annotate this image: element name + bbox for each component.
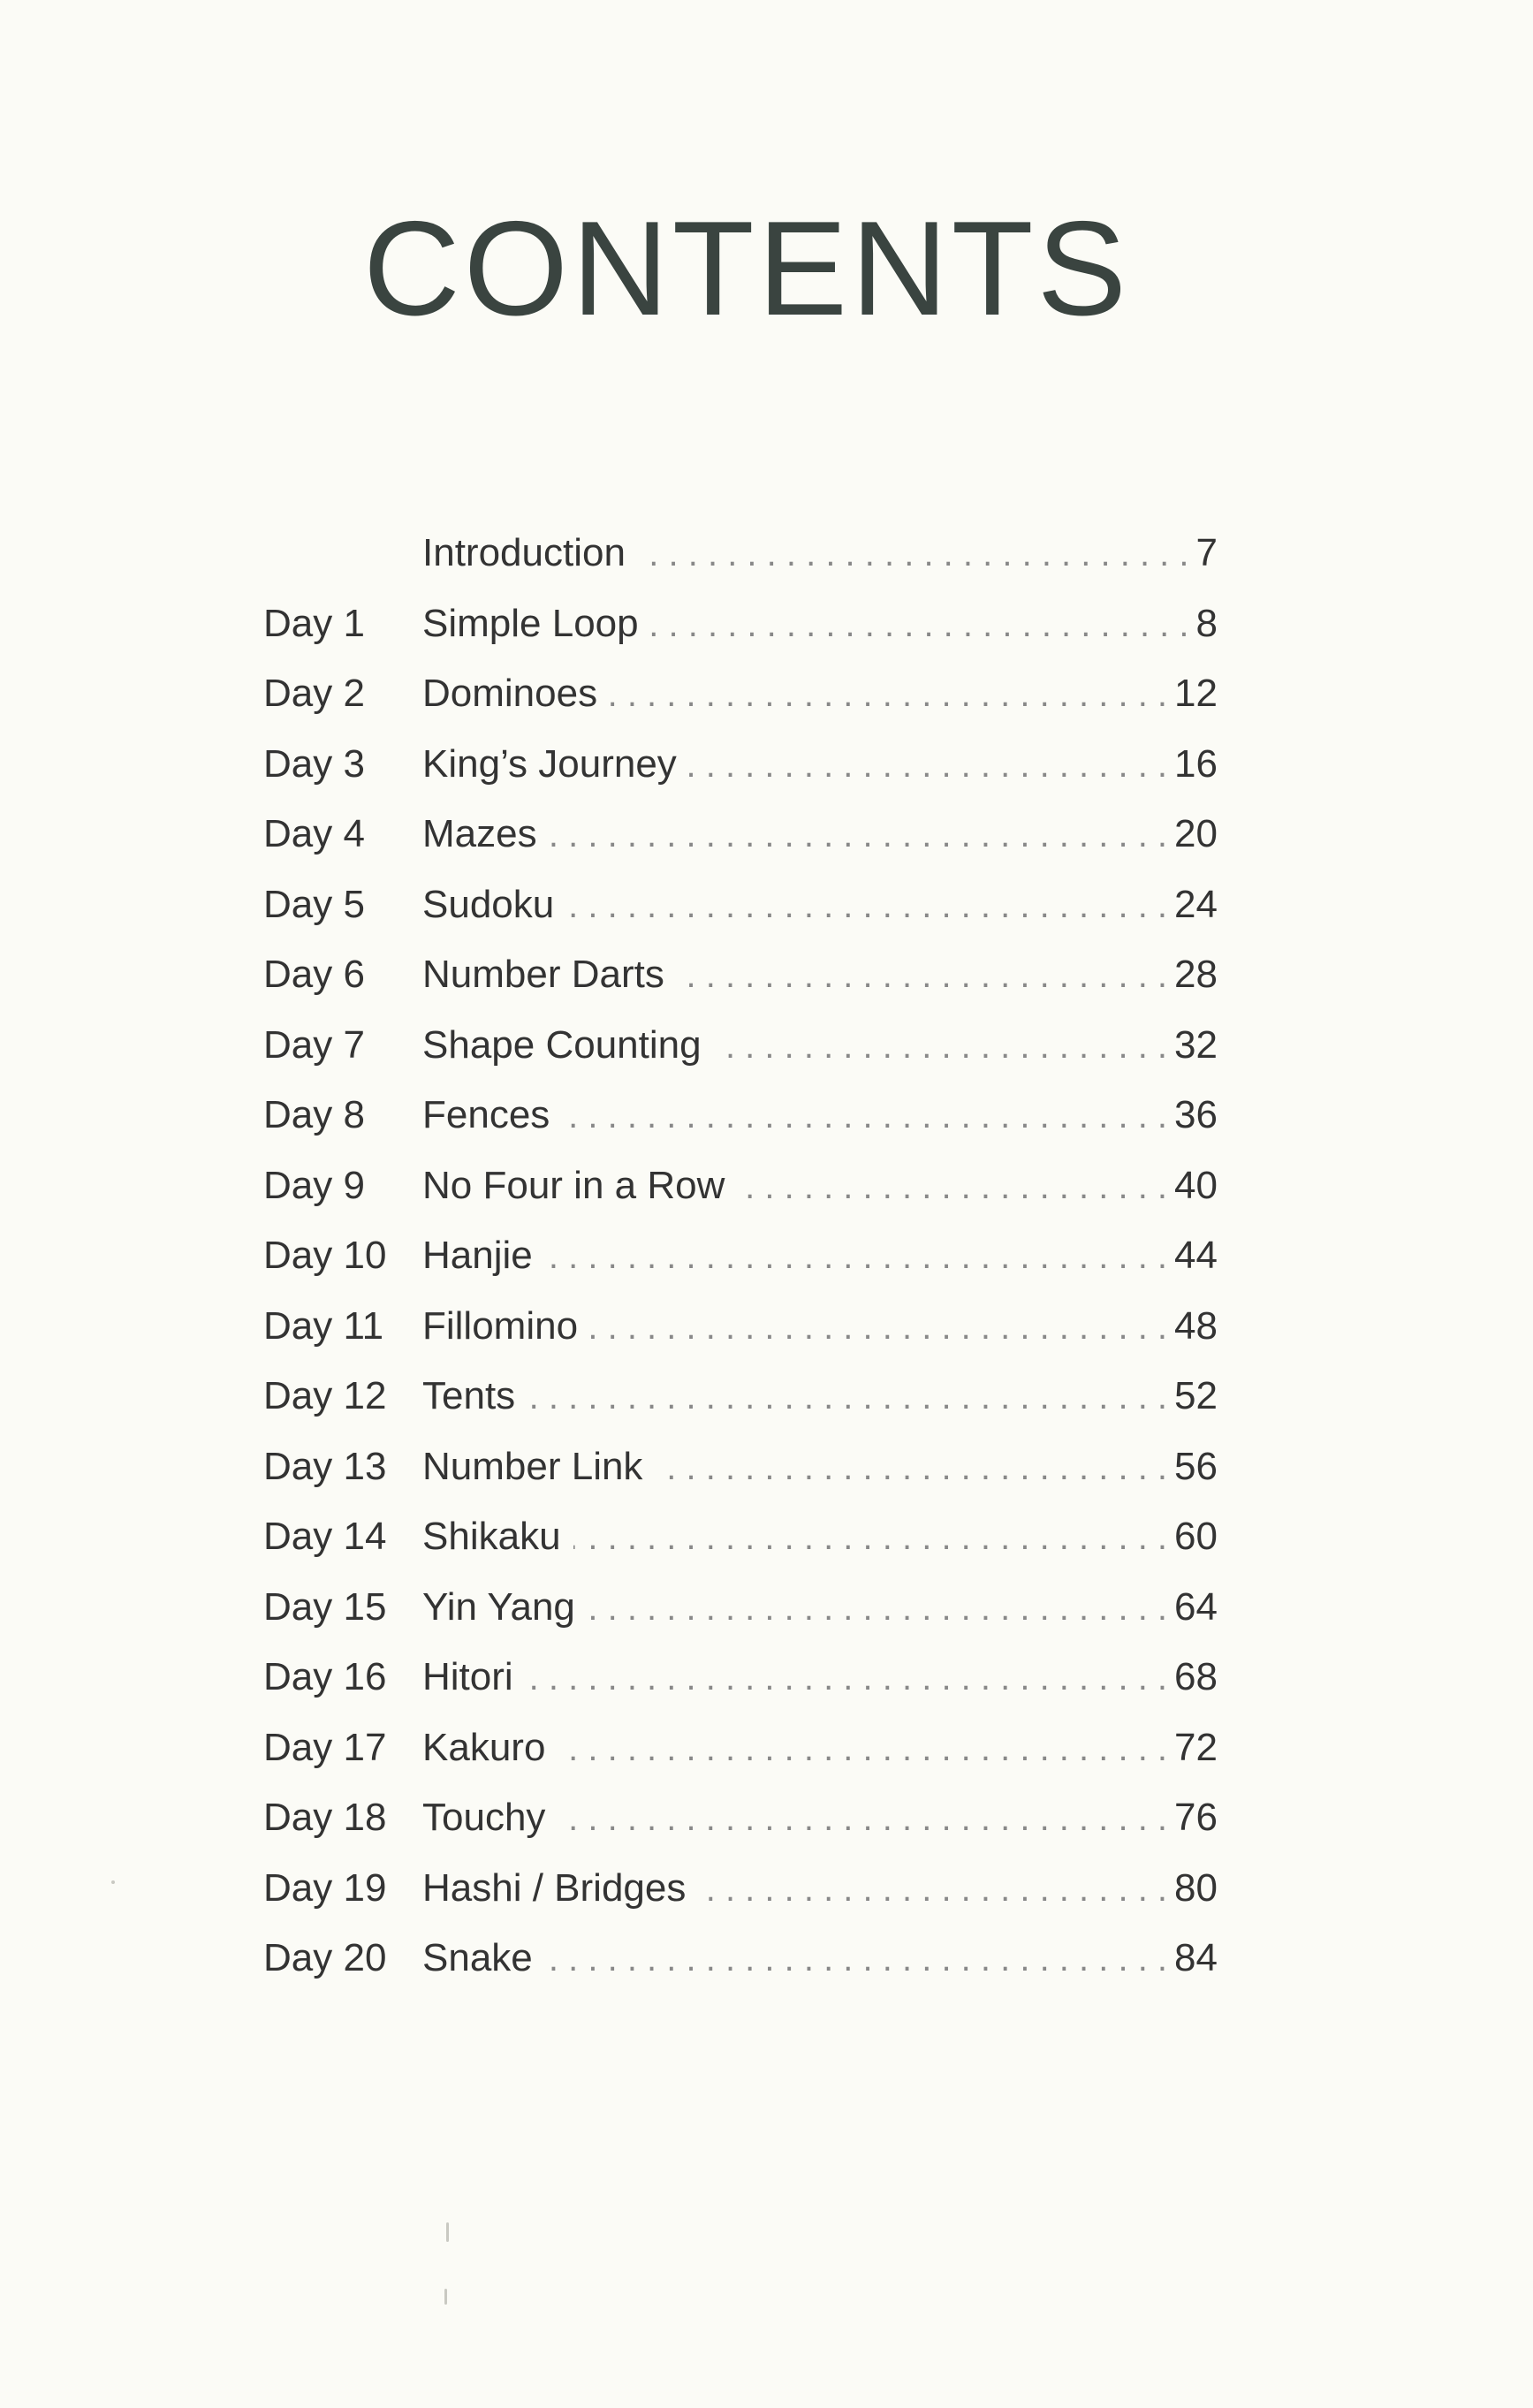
toc-leader-dots	[550, 801, 1167, 871]
toc-page-number: 40	[1174, 1163, 1218, 1207]
toc-entry-title: Hanjie	[422, 1234, 533, 1277]
toc-page-number: 7	[1195, 531, 1218, 574]
toc-entry-title: Simple Loop	[422, 601, 639, 645]
toc-entry	[263, 1151, 1218, 1221]
toc-entry	[263, 1080, 1218, 1151]
toc-page-number: 72	[1174, 1725, 1218, 1769]
toc-day-label: Day 13	[263, 1444, 387, 1488]
toc-entry-title: Fillomino	[422, 1303, 579, 1348]
toc-page-number: 24	[1174, 882, 1218, 926]
toc-entry	[263, 518, 1218, 589]
scan-speck	[446, 2222, 449, 2242]
toc-entry	[263, 870, 1218, 940]
toc-page-number: 36	[1174, 1093, 1218, 1136]
toc-entry	[263, 1713, 1218, 1783]
toc-page-number: 48	[1174, 1303, 1218, 1348]
toc-entry	[263, 1572, 1218, 1643]
toc-page-number: 8	[1195, 601, 1218, 645]
scan-speck	[111, 1880, 115, 1884]
toc-entry	[263, 1501, 1218, 1572]
toc-day-label: Day 3	[263, 741, 365, 786]
toc-day-label: Day 1	[263, 601, 365, 645]
toc-leader-dots	[566, 871, 1167, 942]
toc-entry-title: King’s Journey	[422, 741, 677, 786]
toc-day-label: Day 8	[263, 1093, 365, 1136]
toc-entry-title: Shape Counting	[422, 1022, 702, 1067]
table-of-contents	[263, 518, 1218, 1994]
toc-page-number: 68	[1174, 1655, 1218, 1698]
toc-day-label: Day 12	[263, 1374, 387, 1417]
toc-page-number: 28	[1174, 953, 1218, 996]
toc-day-label: Day 4	[263, 812, 365, 855]
toc-page-number: 60	[1174, 1515, 1218, 1558]
toc-day-label: Day 7	[263, 1022, 365, 1067]
toc-page-number: 84	[1174, 1936, 1218, 1979]
toc-leader-dots	[558, 1714, 1167, 1785]
toc-entry	[263, 1853, 1218, 1924]
toc-page-number: 44	[1174, 1234, 1218, 1277]
toc-leader-dots	[638, 520, 1189, 590]
toc-day-label: Day 18	[263, 1796, 387, 1839]
toc-leader-dots	[573, 1503, 1168, 1574]
toc-page-number: 64	[1174, 1584, 1218, 1629]
toc-page-number: 80	[1174, 1865, 1218, 1910]
toc-entry	[263, 1642, 1218, 1713]
toc-entry-title: Shikaku	[422, 1515, 561, 1558]
scan-speck	[444, 2289, 447, 2305]
toc-entry	[263, 1010, 1218, 1081]
toc-entry-title: Kakuro	[422, 1725, 546, 1769]
toc-day-label: Day 14	[263, 1515, 387, 1558]
toc-leader-dots	[698, 1855, 1167, 1926]
toc-day-label: Day 15	[263, 1584, 387, 1629]
toc-day-label: Day 10	[263, 1234, 387, 1277]
toc-leader-dots	[558, 1784, 1167, 1855]
toc-entry	[263, 729, 1218, 800]
toc-leader-dots	[655, 1433, 1167, 1504]
toc-entry-title: Hitori	[422, 1655, 513, 1698]
toc-entry-title: Dominoes	[422, 672, 598, 715]
toc-entry	[263, 1220, 1218, 1291]
toc-page-number: 56	[1174, 1444, 1218, 1488]
toc-entry-title: Yin Yang	[422, 1584, 575, 1629]
toc-day-label: Day 19	[263, 1865, 387, 1910]
toc-entry-title: Hashi / Bridges	[422, 1865, 687, 1910]
toc-day-label: Day 20	[263, 1936, 387, 1979]
toc-entry-title: Tents	[422, 1374, 516, 1417]
toc-leader-dots	[651, 590, 1189, 661]
toc-leader-dots	[610, 660, 1167, 731]
toc-entry	[263, 1361, 1218, 1432]
toc-entry-title: Introduction	[422, 531, 626, 574]
toc-leader-dots	[737, 1152, 1167, 1223]
toc-entry	[263, 1782, 1218, 1853]
toc-entry-title: Number Darts	[422, 953, 664, 996]
toc-day-label: Day 2	[263, 672, 365, 715]
toc-leader-dots	[588, 1574, 1167, 1645]
toc-entry	[263, 658, 1218, 729]
toc-page-number: 12	[1174, 672, 1218, 715]
toc-entry	[263, 589, 1218, 659]
toc-entry	[263, 939, 1218, 1010]
toc-day-label: Day 17	[263, 1725, 387, 1769]
toc-leader-dots	[590, 1293, 1167, 1364]
toc-entry	[263, 1923, 1218, 1994]
toc-leader-dots	[545, 1925, 1167, 1995]
toc-page-number: 52	[1174, 1374, 1218, 1417]
toc-entry-title: No Four in a Row	[422, 1163, 725, 1207]
toc-entry-title: Mazes	[422, 812, 537, 855]
toc-entry-title: Fences	[422, 1093, 550, 1136]
toc-page-number: 32	[1174, 1022, 1218, 1067]
toc-leader-dots	[689, 731, 1167, 801]
toc-leader-dots	[527, 1363, 1167, 1433]
toc-entry-title: Snake	[422, 1936, 533, 1979]
toc-entry	[263, 1291, 1218, 1362]
toc-entry	[263, 799, 1218, 870]
toc-leader-dots	[562, 1082, 1167, 1152]
toc-entry-title: Touchy	[422, 1796, 546, 1839]
toc-page-number: 76	[1174, 1796, 1218, 1839]
toc-day-label: Day 5	[263, 882, 365, 926]
toc-leader-dots	[677, 941, 1167, 1012]
toc-page-number: 16	[1174, 741, 1218, 786]
toc-day-label: Day 6	[263, 953, 365, 996]
toc-entry-title: Sudoku	[422, 882, 555, 926]
toc-leader-dots	[714, 1012, 1167, 1082]
toc-leader-dots	[545, 1222, 1167, 1293]
page-title: CONTENTS	[363, 194, 1130, 344]
toc-entry-title: Number Link	[422, 1444, 643, 1488]
toc-day-label: Day 9	[263, 1163, 365, 1207]
toc-day-label: Day 11	[263, 1303, 384, 1348]
toc-entry	[263, 1432, 1218, 1502]
toc-day-label: Day 16	[263, 1655, 387, 1698]
toc-leader-dots	[526, 1644, 1167, 1714]
toc-page-number: 20	[1174, 812, 1218, 855]
